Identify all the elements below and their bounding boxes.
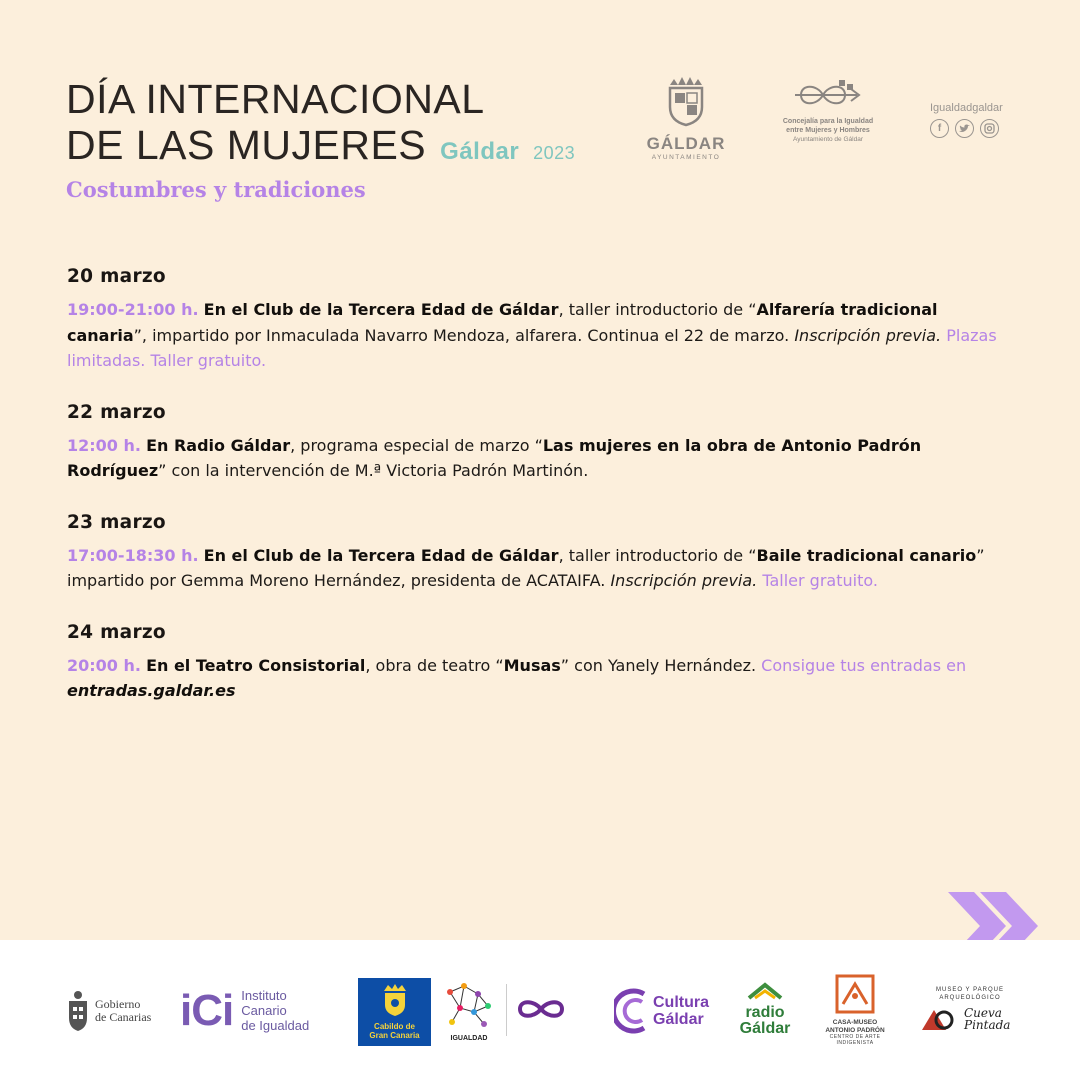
- event-title: Las mujeres en la obra de Antonio Padrón Rodríguez: [67, 435, 922, 480]
- galdar-logo: [640, 75, 732, 161]
- event-place: En Radio Gáldar: [146, 435, 291, 455]
- casa-line-4: INDIGENISTA: [836, 1040, 874, 1046]
- gobierno-line-1: Gobierno: [95, 997, 141, 1011]
- social-handle: Igualdadgaldar: [930, 102, 1003, 114]
- casa-museo-logo: [822, 974, 888, 1046]
- cabildo-crest-icon: [380, 983, 410, 1017]
- gobierno-canarias-logo: [66, 990, 151, 1032]
- cabildo-logo: [358, 978, 431, 1046]
- igualdad-label: IGUALDAD: [450, 1035, 488, 1042]
- event-description: [67, 543, 997, 594]
- sponsor-footer: [0, 940, 1080, 1080]
- event-highlight: Consigue tus entradas en: [761, 655, 967, 675]
- event-place: En el Teatro Consistorial: [146, 655, 366, 675]
- radio-roof-icon: [745, 982, 785, 1000]
- cabildo-line-2: Gran Canaria: [369, 1031, 420, 1040]
- casa-line-3: CENTRO DE ARTE: [829, 1034, 881, 1040]
- infinity-icon: [516, 998, 566, 1020]
- galdar-crest-icon: [664, 75, 708, 127]
- social-block: [930, 102, 1003, 138]
- ici-line-1: Instituto: [241, 988, 287, 1003]
- casa-museo-emblem-icon: [835, 974, 875, 1014]
- event-description: [67, 433, 997, 484]
- divider: [506, 984, 507, 1036]
- event-item: [67, 512, 997, 594]
- radio-galdar-logo: [732, 982, 798, 1037]
- facebook-icon[interactable]: f: [930, 119, 949, 138]
- event-item: [67, 402, 997, 484]
- instagram-icon[interactable]: [980, 119, 999, 138]
- event-date: 23 marzo: [67, 511, 166, 533]
- concejalia-line-1: Concejalía para la Igualdad: [782, 118, 874, 125]
- cueva-emblem-icon: [920, 1006, 960, 1032]
- page-title: [66, 76, 575, 176]
- cultura-c-icon: [614, 986, 650, 1036]
- cultura-galdar-logo: [614, 986, 709, 1036]
- event-text: ” impartido por Gemma Moreno Hernández, presidenta de ACATAIFA.: [67, 545, 985, 590]
- event-date: 22 marzo: [67, 401, 166, 423]
- event-text: , taller introductorio de “: [558, 300, 757, 319]
- gobierno-line-2: de Canarias: [95, 1010, 152, 1024]
- radio-line-2: Gáldar: [739, 1020, 791, 1037]
- event-text: , obra de teatro “: [365, 655, 504, 675]
- ici-line-3: de Igualdad: [241, 1018, 310, 1033]
- event-title: Baile tradicional canario: [756, 545, 977, 565]
- event-time: 17:00-18:30 h.: [67, 545, 199, 565]
- ici-mark: iCi: [180, 985, 234, 1035]
- event-description: [67, 297, 997, 374]
- event-text: , programa especial de marzo “: [290, 435, 543, 455]
- event-highlight: Plazas limitadas. Taller gratuito.: [67, 325, 997, 370]
- casa-line-1: CASA-MUSEO: [832, 1019, 878, 1026]
- year-label: 2023: [533, 143, 576, 163]
- event-item: [67, 266, 997, 374]
- ici-logo: [180, 985, 310, 1035]
- page-subtitle: Costumbres y tradiciones: [66, 177, 366, 202]
- twitter-icon[interactable]: [955, 119, 974, 138]
- event-highlight: Taller gratuito.: [757, 571, 878, 590]
- cultura-line-2: Gáldar: [653, 1011, 704, 1028]
- event-text: ” con Yanely Hernández.: [560, 655, 762, 675]
- cueva-pintada-logo: [920, 986, 1020, 1032]
- radio-line-1: radio: [745, 1004, 785, 1021]
- igualdad-logo: [442, 982, 496, 1042]
- event-date: 20 marzo: [67, 266, 166, 287]
- museo-line-2: ARQUEOLÓGICO: [939, 995, 1001, 1001]
- event-note: Inscripción previa.: [610, 571, 758, 590]
- infinity-arrow-icon: [793, 78, 863, 112]
- event-item: [67, 622, 997, 704]
- event-text: ”, impartido por Inmaculada Navarro Mendoza, alfarera. Continua el 22 de marzo.: [133, 325, 795, 345]
- museo-line-1: MUSEO Y PARQUE: [935, 987, 1004, 993]
- event-date: 24 marzo: [67, 621, 166, 643]
- event-title: Alfarería tradicional canaria: [67, 300, 938, 345]
- title-line-2: [66, 122, 575, 176]
- event-text: ” con la intervención de M.ª Victoria Padrón Martinón.: [158, 461, 589, 480]
- concejalia-line-3: Ayuntamiento de Gáldar: [793, 136, 863, 143]
- cabildo-line-1: Cabildo de: [374, 1022, 415, 1031]
- title-line-1: DÍA INTERNACIONAL: [66, 76, 485, 122]
- event-place: En el Club de la Tercera Edad de Gáldar: [203, 300, 559, 319]
- gobierno-crest-icon: [66, 990, 90, 1032]
- city-label: Gáldar: [440, 138, 520, 165]
- event-list: [67, 266, 997, 732]
- ici-line-2: Canario: [241, 1003, 287, 1018]
- event-text: , taller introductorio de “: [558, 545, 757, 565]
- event-time: 19:00-21:00 h.: [67, 300, 199, 319]
- cueva-line-2: Pintada: [964, 1018, 1011, 1032]
- social-icons: [930, 119, 1003, 138]
- event-note: Inscripción previa.: [794, 325, 942, 345]
- event-description: [67, 653, 997, 704]
- event-time: 12:00 h.: [67, 435, 141, 455]
- galdar-sub: AYUNTAMIENTO: [651, 154, 721, 161]
- infinity-logo: [516, 998, 566, 1025]
- event-time: 20:00 h.: [67, 655, 141, 675]
- galdar-name: GÁLDAR: [646, 134, 726, 153]
- tickets-link[interactable]: entradas.galdar.es: [67, 681, 236, 700]
- title-line-2-text: DE LAS MUJERES: [66, 122, 427, 168]
- event-title: Musas: [503, 655, 561, 675]
- casa-line-2: ANTONIO PADRÓN: [825, 1026, 885, 1034]
- cueva-line-1: Cueva: [964, 1006, 1002, 1020]
- network-icon: [444, 982, 494, 1030]
- concejalia-line-2: entre Mujeres y Hombres: [786, 127, 870, 134]
- cultura-line-1: Cultura: [653, 994, 709, 1011]
- concejalia-logo: [772, 78, 884, 144]
- event-place: En el Club de la Tercera Edad de Gáldar: [203, 545, 559, 565]
